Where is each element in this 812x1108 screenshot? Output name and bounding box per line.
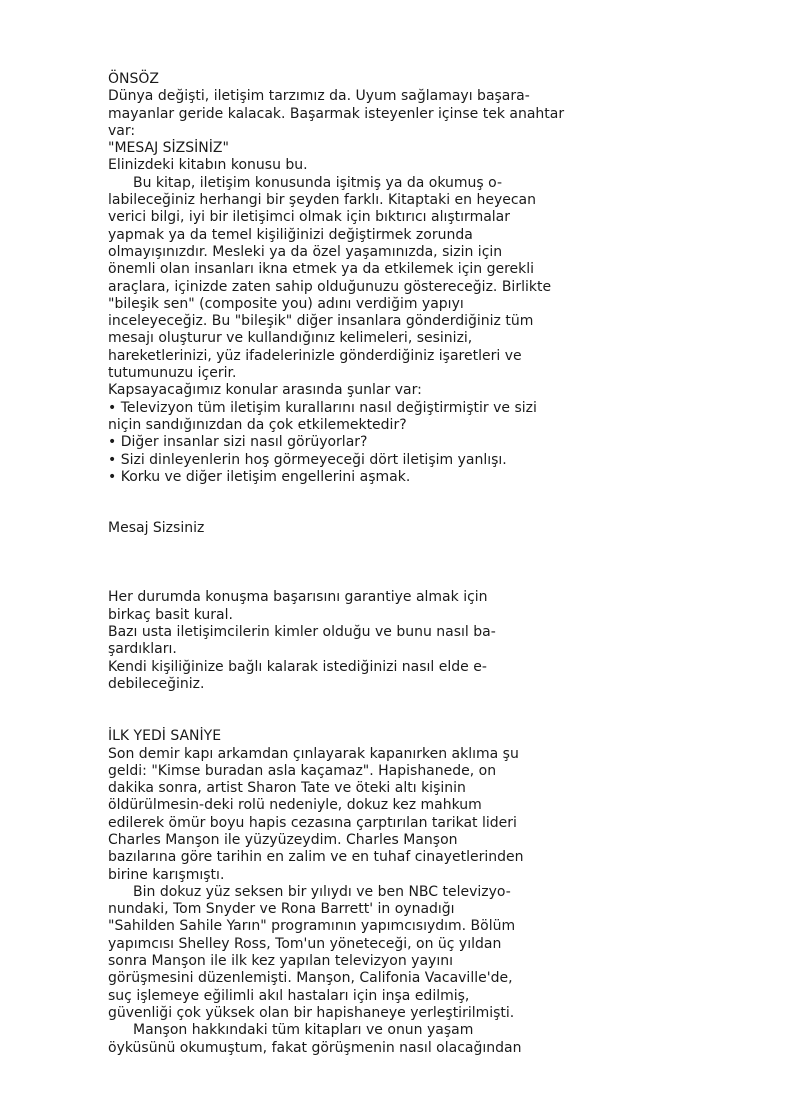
onsoz-paragraph-line: önemli olan insanları ikna etmek ya da etkilemek için gerekli <box>108 261 535 278</box>
onsoz-section <box>108 71 568 486</box>
spacer <box>108 693 568 728</box>
mesaj-title: Mesaj Sizsiniz <box>108 520 205 537</box>
onsoz-paragraph-line: hareketlerinizi, yüz ifadelerinizle gönderdiğiniz işaretleri ve <box>108 347 522 364</box>
ilk-yedi-line: geldi: "Kimse buradan asla kaçamaz". Hapishanede, on <box>108 762 497 779</box>
ilk-yedi-line: nundaki, Tom Snyder ve Rona Barrett' in oynadığı <box>108 901 455 918</box>
onsoz-line: mayanlar geride kalacak. Başarmak isteyenler içinse tek anahtar <box>108 105 565 122</box>
mesaj-line: Bazı usta iletişimcilerin kimler olduğu ve bunu nasıl ba- <box>108 624 496 641</box>
ilk-yedi-section <box>108 728 568 1057</box>
spacer <box>108 537 568 589</box>
ilk-yedi-line: dakika sonra, artist Sharon Tate ve öteki altı kişinin <box>108 780 466 797</box>
onsoz-paragraph-line: mesajı oluşturur ve kullandığınız kelimeleri, sesinizi, <box>108 330 473 347</box>
ilk-yedi-line: öldürülmesin-deki rolü nedeniyle, dokuz kez mahkum <box>108 797 482 814</box>
onsoz-paragraph-line: "bileşik sen" (composite you) adını verdiğim yapıyı <box>108 295 464 312</box>
mesaj-list-section <box>108 589 568 693</box>
ilk-yedi-line: yapımcısı Shelley Ross, Tom'un yöneteceği, on üç yıldan <box>108 935 502 952</box>
mesaj-line: debileceğiniz. <box>108 675 205 692</box>
onsoz-heading: ÖNSÖZ <box>108 71 159 87</box>
onsoz-paragraph-line: labileceğiniz herhangi bir şeyden farklı. Kitaptaki en heyecan <box>108 192 537 209</box>
ilk-yedi-line: sonra Manşon ile ilk kez yapılan televizyon yayını <box>108 953 453 970</box>
mesaj-line: Her durumda konuşma başarısını garantiye almak için <box>108 589 488 606</box>
onsoz-line: Elinizdeki kitabın konusu bu. <box>108 157 308 174</box>
mesaj-title-section <box>108 520 568 537</box>
ilk-yedi-line: edilerek ömür boyu hapis cezasına çarptırılan tarikat lideri <box>108 814 517 831</box>
document-page <box>108 71 568 1057</box>
ilk-yedi-line: güvenliği çok yüksek olan bir hapishaneye yerleştirilmişti. <box>108 1004 515 1021</box>
topic-item: • Diğer insanlar sizi nasıl görüyorlar? <box>108 434 368 451</box>
ilk-yedi-line: görüşmesini düzenlemişti. Manşon, Califonia Vacaville'de, <box>108 970 513 987</box>
onsoz-line: "MESAJ SİZSİNİZ" <box>108 140 229 157</box>
ilk-yedi-line: Manşon hakkındaki tüm kitapları ve onun yaşam <box>133 1022 474 1039</box>
onsoz-line: var: <box>108 122 136 139</box>
topic-item: • Sizi dinleyenlerin hoş görmeyeceği dört iletişim yanlışı. <box>108 451 507 468</box>
onsoz-paragraph-line: Bu kitap, iletişim konusunda işitmiş ya da okumuş o- <box>133 174 503 191</box>
onsoz-paragraph-line: tutumunuzu içerir. <box>108 365 237 382</box>
onsoz-line: Dünya değişti, iletişim tarzımız da. Uyum sağlamayı başara- <box>108 88 530 105</box>
topic-item: niçin sandığınızdan da çok etkilemektedir? <box>108 416 407 433</box>
ilk-yedi-line: Bin dokuz yüz seksen bir yılıydı ve ben NBC televizyo- <box>133 883 511 900</box>
spacer <box>108 486 568 520</box>
ilk-yedi-line: Charles Manşon ile yüzyüzeydim. Charles Manşon <box>108 831 458 848</box>
mesaj-line: Kendi kişiliğinize bağlı kalarak istediğinizi nasıl elde e- <box>108 658 487 675</box>
topic-item: • Televizyon tüm iletişim kurallarını nasıl değiştirmiştir ve sizi <box>108 399 537 416</box>
onsoz-paragraph-line: araçlara, içinizde zaten sahip olduğunuzu göstereceğiz. Birlikte <box>108 278 552 295</box>
ilk-yedi-line: bazılarına göre tarihin en zalim ve en tuhaf cinayetlerinden <box>108 849 524 866</box>
ilk-yedi-line: "Sahilden Sahile Yarın" programının yapımcısıydım. Bölüm <box>108 918 516 935</box>
mesaj-line: şardıkları. <box>108 641 177 658</box>
ilk-yedi-line: Son demir kapı arkamdan çınlayarak kapanırken aklıma şu <box>108 745 519 762</box>
ilk-yedi-heading: İLK YEDİ SANİYE <box>108 728 222 745</box>
onsoz-paragraph-line: olmayışınızdır. Mesleki ya da özel yaşamınızda, sizin için <box>108 243 503 260</box>
mesaj-line: birkaç basit kural. <box>108 606 233 623</box>
ilk-yedi-line: birine karışmıştı. <box>108 866 225 883</box>
ilk-yedi-line: öyküsünü okumuştum, fakat görüşmenin nasıl olacağından <box>108 1039 522 1056</box>
ilk-yedi-line: suç işlemeye eğilimli akıl hastaları için inşa edilmiş, <box>108 987 470 1004</box>
onsoz-paragraph-line: verici bilgi, iyi bir iletişimci olmak için bıktırıcı alıştırmalar <box>108 209 511 226</box>
onsoz-paragraph-line: yapmak ya da temel kişiliğinizi değiştirmek zorunda <box>108 226 473 243</box>
onsoz-paragraph-line: inceleyeceğiz. Bu "bileşik" diğer insanlara gönderdiğiniz tüm <box>108 313 534 330</box>
topics-intro: Kapsayacağımız konular arasında şunlar var: <box>108 382 422 399</box>
topic-item: • Korku ve diğer iletişim engellerini aşmak. <box>108 468 411 485</box>
